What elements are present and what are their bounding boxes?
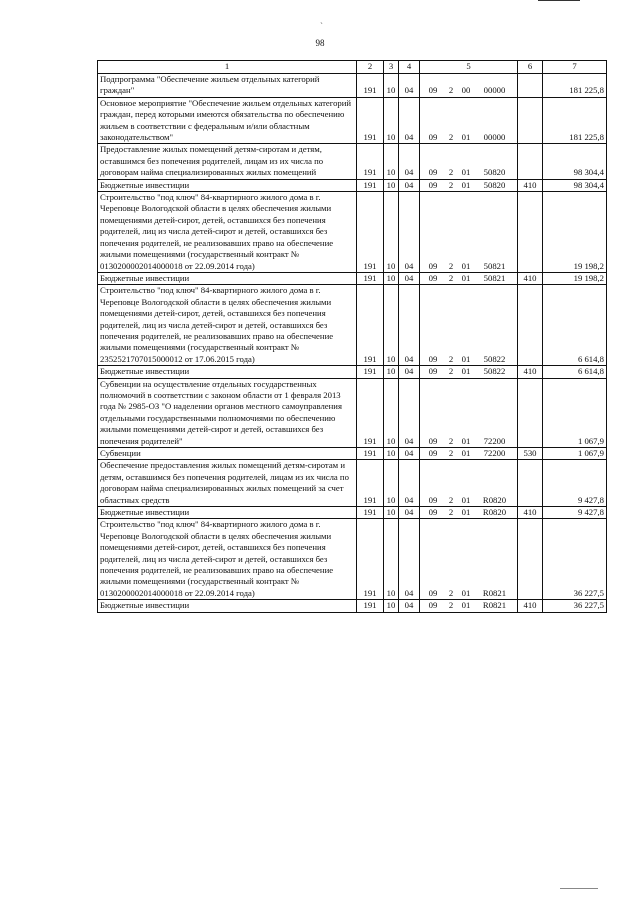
target-article-part: 09 [428,435,438,446]
scan-speck: ˏ [320,14,323,24]
budget-table [97,60,607,613]
row-grbs-code: 191 [357,144,384,179]
target-article-part: 50820 [483,167,506,178]
table-header-row [98,61,607,74]
row-name: Бюджетные инвестиции [98,179,357,191]
header-cell: 2 [357,61,384,74]
row-target-article [420,179,518,191]
target-article-part: 09 [428,85,438,96]
row-section-code: 10 [384,285,399,366]
table-row [98,460,607,507]
row-section-code: 10 [384,507,399,519]
table-row [98,192,607,273]
row-amount: 19 198,2 [543,192,607,273]
row-name: Бюджетные инвестиции [98,600,357,612]
row-grbs-code: 191 [357,179,384,191]
row-grbs-code: 191 [357,507,384,519]
row-amount: 19 198,2 [543,272,607,284]
target-article-part: 01 [461,132,471,143]
row-section-code: 10 [384,192,399,273]
row-amount: 1 067,9 [543,378,607,447]
row-subsection-code: 04 [399,507,420,519]
row-amount: 1 067,9 [543,448,607,460]
row-subsection-code: 04 [399,179,420,191]
row-expense-type-code: 530 [518,448,543,460]
target-article-part: R0820 [482,494,507,505]
header-cell: 7 [543,61,607,74]
row-target-article [420,144,518,179]
target-article-part: R0821 [482,587,507,598]
target-article-part: 09 [428,600,438,611]
row-section-code: 10 [384,378,399,447]
target-article-part: 09 [428,272,438,283]
target-article-part: 50822 [483,353,506,364]
row-subsection-code: 04 [399,144,420,179]
table-row [98,507,607,519]
table-row [98,448,607,460]
target-article-part: 2 [448,600,454,611]
row-subsection-code: 04 [399,448,420,460]
target-article-part: 01 [461,167,471,178]
row-expense-type-code [518,97,543,144]
target-article-part: R0821 [482,600,507,611]
row-target-article [420,460,518,507]
header-cell: 6 [518,61,543,74]
row-target-article [420,507,518,519]
row-section-code: 10 [384,97,399,144]
row-grbs-code: 191 [357,366,384,378]
row-section-code: 10 [384,179,399,191]
table-row [98,378,607,447]
row-subsection-code: 04 [399,519,420,600]
table-row [98,144,607,179]
row-target-article [420,366,518,378]
target-article-part: 2 [448,132,454,143]
row-amount: 36 227,5 [543,600,607,612]
table-row [98,272,607,284]
target-article-part: 50822 [483,366,506,377]
row-section-code: 10 [384,272,399,284]
target-article-part: 50821 [483,260,506,271]
target-article-part: 01 [461,448,471,458]
target-article-part: 01 [461,260,471,271]
row-section-code: 10 [384,460,399,507]
table-row [98,600,607,612]
row-section-code: 10 [384,144,399,179]
target-article-part: 72200 [483,448,506,458]
row-name: Строительство "под ключ" 84-квартирного жилого дома в г. Череповце Вологодской области в целях обеспечения жилыми помещениями детей-сирот, детей, оставшихся без попечения родителей, лиц из числа детей-сирот и детей, оставшихся без попечения родителей, не реализовавших право на обеспечение жилыми помещениями (государственный контракт № 0130200002014000018 от 22.09.2014 года) [98,519,357,600]
target-article-part: 01 [461,507,471,518]
row-subsection-code: 04 [399,378,420,447]
table-row [98,366,607,378]
row-grbs-code: 191 [357,285,384,366]
target-article-part: 00000 [483,85,506,96]
row-name: Предоставление жилых помещений детям-сиротам и детям, оставшимся без попечения родителей, лицам из их числа по договорам найма специализированных жилых помещений [98,144,357,179]
target-article-part: 09 [428,353,438,364]
row-amount: 6 614,8 [543,285,607,366]
row-grbs-code: 191 [357,600,384,612]
target-article-part: 01 [461,600,471,611]
row-grbs-code: 191 [357,519,384,600]
row-target-article [420,74,518,98]
target-article-part: 2 [448,353,454,364]
row-expense-type-code: 410 [518,366,543,378]
target-article-part: 72200 [483,435,506,446]
header-cell: 3 [384,61,399,74]
row-grbs-code: 191 [357,378,384,447]
row-name: Субвенции [98,448,357,460]
target-article-part: 2 [448,435,454,446]
row-target-article [420,378,518,447]
target-article-part: 09 [428,167,438,178]
target-article-part: 00 [461,85,471,96]
row-target-article [420,285,518,366]
target-article-part: 2 [448,179,454,190]
row-amount: 9 427,8 [543,507,607,519]
row-name: Основное мероприятие "Обеспечение жильем отдельных категорий граждан, перед которыми имеются обязательства по обеспечению жильем в соответствии с федеральным и/или областным законодательством" [98,97,357,144]
table-row [98,519,607,600]
header-cell: 4 [399,61,420,74]
row-name: Бюджетные инвестиции [98,507,357,519]
row-expense-type-code [518,144,543,179]
row-grbs-code: 191 [357,74,384,98]
target-article-part: 2 [448,260,454,271]
target-article-part: 01 [461,353,471,364]
row-name: Строительство "под ключ" 84-квартирного жилого дома в г. Череповце Вологодской области в целях обеспечения жилыми помещениями детей-сирот, детей, оставшихся без попечения родителей, лиц из числа детей-сирот и детей, оставшихся без попечения родителей, не реализовавших право на обеспечение жилыми помещениями (государственный контракт № 2352521707015000012 от 17.06.2015 года) [98,285,357,366]
target-article-part: 50820 [483,179,506,190]
target-article-part: R0820 [482,507,507,518]
table-row [98,74,607,98]
target-article-part: 09 [428,260,438,271]
row-amount: 9 427,8 [543,460,607,507]
row-name: Строительство "под ключ" 84-квартирного жилого дома в г. Череповце Вологодской области в целях обеспечения жилыми помещениями детей-сирот, детей, оставшихся без попечения родителей, лиц из числа детей-сирот и детей, оставшихся без попечения родителей, не реализовавших право на обеспечение жилыми помещениями (государственный контракт № 0130200002014000018 от 22.09.2014 года) [98,192,357,273]
target-article-part: 00000 [483,132,506,143]
target-article-part: 2 [448,85,454,96]
row-amount: 98 304,4 [543,144,607,179]
row-expense-type-code: 410 [518,507,543,519]
row-expense-type-code [518,285,543,366]
scan-corner-mark [538,0,580,4]
row-section-code: 10 [384,519,399,600]
target-article-part: 09 [428,132,438,143]
row-target-article [420,519,518,600]
row-subsection-code: 04 [399,460,420,507]
target-article-part: 01 [461,366,471,377]
row-expense-type-code [518,74,543,98]
target-article-part: 01 [461,587,471,598]
row-amount: 6 614,8 [543,366,607,378]
target-article-part: 09 [428,179,438,190]
row-target-article [420,448,518,460]
row-target-article [420,192,518,273]
row-expense-type-code [518,192,543,273]
table-row [98,179,607,191]
row-grbs-code: 191 [357,448,384,460]
row-name: Подпрограмма "Обеспечение жильем отдельных категорий граждан" [98,74,357,98]
row-subsection-code: 04 [399,366,420,378]
row-amount: 98 304,4 [543,179,607,191]
row-grbs-code: 191 [357,97,384,144]
target-article-part: 2 [448,167,454,178]
page-number: 98 [315,38,325,48]
row-section-code: 10 [384,600,399,612]
target-article-part: 2 [448,272,454,283]
row-expense-type-code [518,378,543,447]
row-subsection-code: 04 [399,74,420,98]
row-expense-type-code: 410 [518,179,543,191]
row-name: Обеспечение предоставления жилых помещений детям-сиротам и детям, оставшимся без попечения родителей, лицам из их числа по договорам найма специализированных жилых помещений за счет областных средств [98,460,357,507]
header-cell: 1 [98,61,357,74]
scan-bottom-mark [560,888,598,890]
row-target-article [420,97,518,144]
row-subsection-code: 04 [399,192,420,273]
row-expense-type-code: 410 [518,272,543,284]
row-expense-type-code [518,519,543,600]
table-row [98,285,607,366]
row-section-code: 10 [384,448,399,460]
target-article-part: 01 [461,179,471,190]
row-grbs-code: 191 [357,460,384,507]
target-article-part: 01 [461,494,471,505]
target-article-part: 09 [428,507,438,518]
header-cell: 5 [420,61,518,74]
row-target-article [420,600,518,612]
target-article-part: 09 [428,448,438,458]
row-amount: 181 225,8 [543,74,607,98]
row-name: Бюджетные инвестиции [98,272,357,284]
row-section-code: 10 [384,366,399,378]
row-subsection-code: 04 [399,285,420,366]
row-subsection-code: 04 [399,600,420,612]
target-article-part: 09 [428,587,438,598]
row-name: Бюджетные инвестиции [98,366,357,378]
target-article-part: 2 [448,587,454,598]
row-subsection-code: 04 [399,272,420,284]
target-article-part: 50821 [483,272,506,283]
target-article-part: 2 [448,507,454,518]
row-name: Субвенции на осуществление отдельных государственных полномочий в соответствии с законом области от 1 февраля 2013 года № 2985-ОЗ "О наделении органов местного самоуправления отдельными государственными полномочиями по обеспечению жилыми помещениями детей-сирот и детей, оставшихся без попечения родителей" [98,378,357,447]
target-article-part: 09 [428,494,438,505]
target-article-part: 2 [448,494,454,505]
row-amount: 36 227,5 [543,519,607,600]
target-article-part: 01 [461,435,471,446]
target-article-part: 2 [448,366,454,377]
row-grbs-code: 191 [357,272,384,284]
target-article-part: 2 [448,448,454,458]
target-article-part: 09 [428,366,438,377]
row-target-article [420,272,518,284]
row-amount: 181 225,8 [543,97,607,144]
row-expense-type-code [518,460,543,507]
target-article-part: 01 [461,272,471,283]
row-subsection-code: 04 [399,97,420,144]
row-grbs-code: 191 [357,192,384,273]
row-section-code: 10 [384,74,399,98]
row-expense-type-code: 410 [518,600,543,612]
table-row [98,97,607,144]
